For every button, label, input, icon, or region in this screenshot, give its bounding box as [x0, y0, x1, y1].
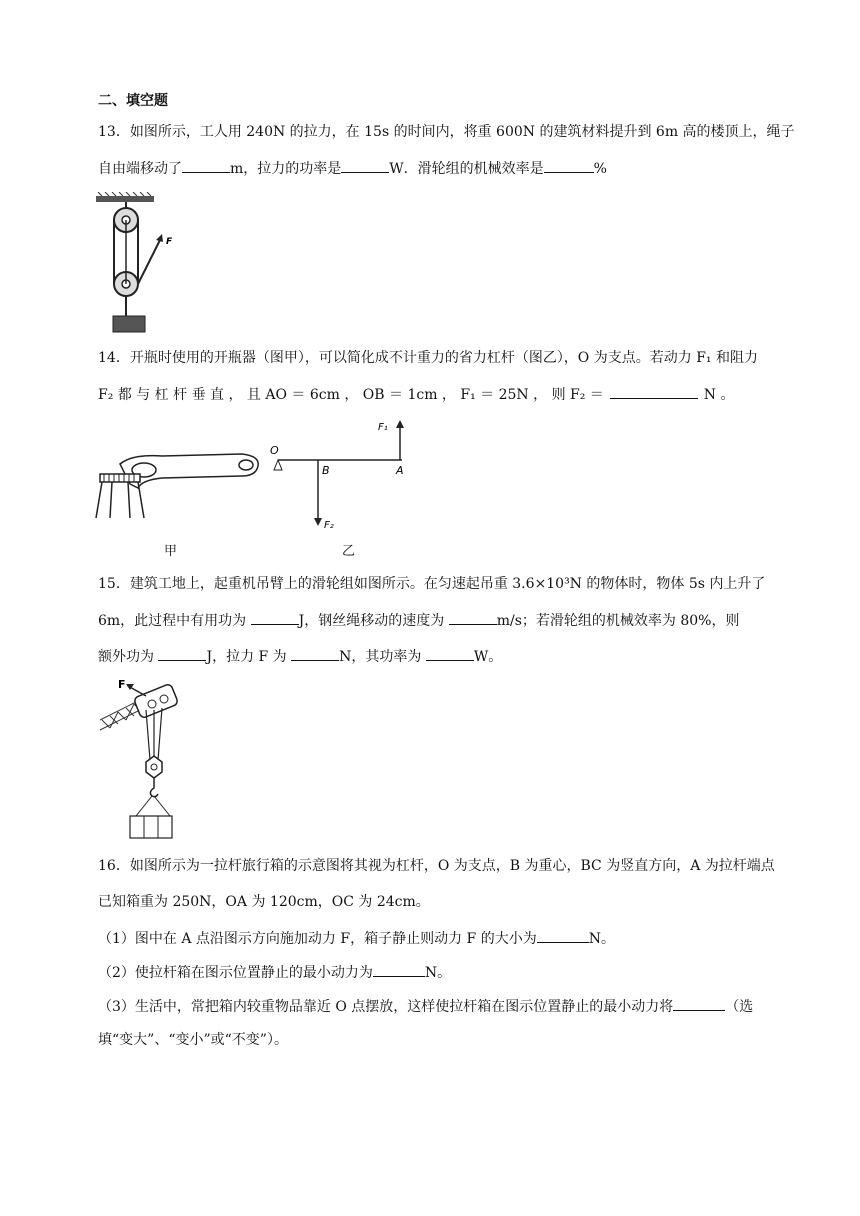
q15-text-c: m/s；若滑轮组的机械效率为 80%，则: [496, 613, 740, 629]
q16-line1: 16．如图所示为一拉杆旅行箱的示意图将其视为杠杆，O 为支点，B 为重心，BC 为竖直方向，A 为拉杆端点: [98, 858, 775, 874]
q15-text-f: N，其功率为: [339, 649, 426, 665]
q15-line2: [98, 610, 739, 631]
q16-sub2: [98, 962, 451, 983]
q15-text-g: W。: [473, 649, 503, 665]
q13-text-c: W．滑轮组的机械效率是: [389, 161, 544, 177]
pulley-figure: [96, 192, 186, 334]
pulley-force-label: F: [166, 237, 173, 247]
q13-blank-1[interactable]: [182, 158, 230, 173]
q15-blank-4[interactable]: [291, 646, 339, 661]
q16-blank-1[interactable]: [537, 928, 589, 943]
q14-blank-1[interactable]: [610, 384, 698, 399]
q15-text-e: J，拉力 F 为: [206, 649, 292, 665]
q16-sub2-text: （2）使拉杆箱在图示位置静止的最小动力为: [98, 965, 373, 981]
q16-sub2-unit: N。: [424, 965, 452, 981]
q14-line2: [98, 384, 735, 405]
q13-blank-2[interactable]: [341, 158, 389, 173]
q15-line3: [98, 646, 502, 667]
crane-force-label: F: [118, 678, 126, 691]
q16-sub1: [98, 928, 615, 949]
q16-blank-3[interactable]: [673, 996, 725, 1011]
q15-text-a: 6m，此过程中有用功为: [98, 613, 251, 629]
bottle-opener-figure: [92, 444, 272, 520]
label-f1: F₁: [378, 422, 388, 433]
q16-sub3-hint: （选: [725, 999, 754, 1015]
q13-text-d: %: [593, 161, 607, 177]
q15-text-b: J，钢丝绳移动的速度为: [298, 613, 449, 629]
section-title: 二、填空题: [98, 93, 168, 109]
q16-sub3: [98, 996, 753, 1017]
crane-pulley-figure: [96, 676, 186, 840]
q14-text-b: N 。: [703, 387, 735, 403]
q14-text-a: F₂ 都 与 杠 杆 垂 直 ， 且 AO ＝ 6cm ， OB ＝ 1cm ， F₁ ＝ 25N ， 则 F₂ ＝: [98, 387, 604, 403]
caption-jia: 甲: [164, 544, 178, 559]
q14-line1: 14．开瓶时使用的开瓶器（图甲），可以简化成不计重力的省力杠杆（图乙），O 为支点。若动力 F₁ 和阻力: [98, 350, 758, 366]
q15-blank-5[interactable]: [426, 646, 474, 661]
q13-blank-3[interactable]: [544, 158, 594, 173]
label-a: A: [396, 464, 404, 477]
q15-text-d: 额外功为: [98, 649, 159, 665]
q15-blank-1[interactable]: [251, 610, 299, 625]
label-b: B: [322, 464, 330, 477]
q15-blank-3[interactable]: [158, 646, 206, 661]
q16-sub1-text: （1）图中在 A 点沿图示方向施加动力 F，箱子静止则动力 F 的大小为: [98, 931, 537, 947]
q13-line2: [98, 158, 607, 179]
q13-line1: 13．如图所示，工人用 240N 的拉力，在 15s 的时间内，将重 600N 的建筑材料提升到 6m 高的楼顶上，绳子: [98, 124, 795, 140]
label-o: O: [270, 444, 279, 457]
label-f2: F₂: [324, 520, 334, 531]
caption-yi: 乙: [342, 544, 356, 559]
q16-line2: 已知箱重为 250N，OA 为 120cm，OC 为 24cm。: [98, 894, 430, 910]
q15-line1: 15．建筑工地上，起重机吊臂上的滑轮组如图所示。在匀速起吊重 3.6×10³N 的物体时，物体 5s 内上升了: [98, 576, 766, 592]
q13-text-b: m，拉力的功率是: [230, 161, 342, 177]
q16-sub3-text: （3）生活中，常把箱内较重物品靠近 O 点摆放，这样使拉杆箱在图示位置静止的最小动力将: [98, 999, 674, 1015]
q16-sub1-unit: N。: [588, 931, 615, 947]
q15-blank-2[interactable]: [449, 610, 497, 625]
q16-blank-2[interactable]: [373, 962, 425, 977]
q13-text-a: 自由端移动了: [98, 161, 182, 177]
lever-figure: [266, 416, 416, 532]
q16-sub3-line2: 填“变大”、“变小”或“不变”）。: [98, 1032, 288, 1048]
